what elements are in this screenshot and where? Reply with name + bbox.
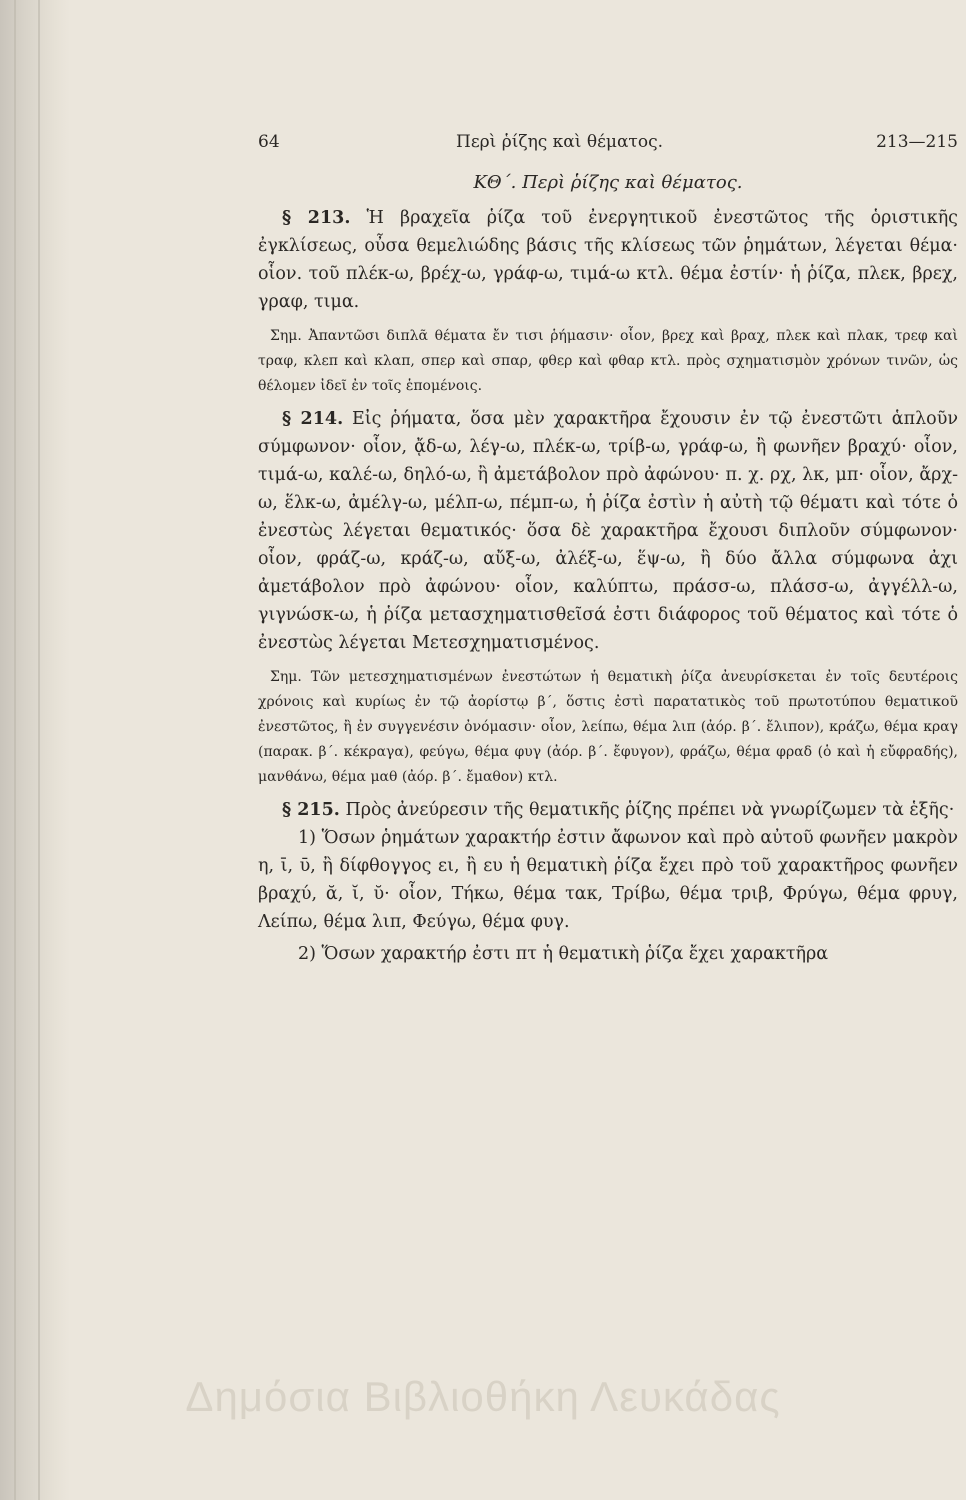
running-head-title: Περὶ ῥίζης καὶ θέματος.	[456, 132, 663, 152]
running-head	[258, 132, 958, 160]
paragraph-text: Εἰς ῥήματα, ὅσα μὲν χαρακτῆρα ἔχουσιν ἐν τῷ ἐνεστῶτι ἁπλοῦν σύμφωνον· οἷον, ᾄδ-ω, λέγ-ω, πλέκ-ω, τρίβ-ω, γράφ-ω, ἢ φωνῆεν βραχύ· οἷον, τιμά-ω, καλέ-ω, δηλό-ω, ἢ ἀμετάβολον πρὸ ἀφώνου· π. χ. ρχ, λκ, μπ· οἷον, ἄρχ-ω, ἕλκ-ω, ἀμέλγ-ω, μέλπ-ω, πέμπ-ω, ἡ ῥίζα ἐστὶν ἡ αὐτὴ τῷ θέματι καὶ τότε ὁ ἐνεστὼς λέγεται θεματικός· ὅσα δὲ χαρακτῆρα ἔχουσι διπλοῦν σύμφωνον· οἷον, φράζ-ω, κράζ-ω, αὔξ-ω, ἀλέξ-ω, ἕψ-ω, ἢ δύο ἄλλα σύμφωνα ἀχι ἀμετάβολον πρὸ ἀφώνου· οἷον, καλύπτω, πράσσ-ω, πλάσσ-ω, ἀγγέλλ-ω, γιγνώσκ-ω, ἡ ῥίζα μετασχηματισθεῖσά ἐστι διάφορος τοῦ θέματος καὶ τότε ὁ ἐνεστὼς λέγεται Μετεσχηματισμένος.	[258, 409, 958, 653]
section-214-paragraph	[258, 405, 958, 657]
note-text: Σημ. Τῶν μετεσχηματισμένων ἐνεστώτων ἡ θεματικὴ ῥίζα ἀνευρίσκεται ἐν τοῖς δευτέροις χρόνοις καὶ κυρίως ἐν τῷ ἀορίστῳ β΄, ὅστις ἐστὶ παρατατικὸς τοῦ πρωτοτύπου θεματικοῦ ἐνεστῶτος, ἢ ἐν συγγενέσιν ὀνόμασιν· οἷον, λείπω, θέμα λιπ (ἀόρ. β΄. ἔλιπον), κράζω, θέμα κραγ (παρακ. β΄. κέκραγα), φεύγω, θέμα φυγ (ἀόρ. β΄. ἔφυγον), φράζω, θέμα φραδ (ὁ καὶ ἡ εὔφραδής), μανθάνω, θέμα μαθ (ἀόρ. β΄. ἔμαθον) κτλ.	[258, 669, 958, 785]
section-213-paragraph	[258, 204, 958, 316]
item-number: 1)	[298, 828, 316, 848]
page-edge-shadow	[0, 0, 70, 1500]
page-edge-line	[38, 0, 40, 1500]
item-text: Ὅσων ῥημάτων χαρακτήρ ἐστιν ἄφωνον καὶ πρὸ αὐτοῦ φωνῆεν μακρὸν η, ῑ, ῡ, ἢ δίφθογγος ει, ἢ ευ ἡ θεματικὴ ῥίζα ἔχει πρὸ τοῦ χαρακτῆρος φωνῆεν βραχύ, ᾰ, ῐ, ῠ· οἷον, Τήκω, θέμα τακ, Τρίβω, θέμα τριβ, Φρύγω, θέμα φρυγ, Λείπω, θέμα λιπ, Φεύγω, θέμα φυγ.	[258, 828, 958, 932]
item-text: Ὅσων χαρακτήρ ἐστι πτ ἡ θεματικὴ ῥίζα ἔχει χαρακτῆρα	[321, 944, 829, 964]
section-number: § 213.	[282, 208, 351, 228]
note-text: Σημ. Ἀπαντῶσι διπλᾶ θέματα ἔν τισι ῥήμασιν· οἷον, βρεχ καὶ βραχ, πλεκ καὶ πλακ, τρεφ καὶ τραφ, κλεπ καὶ κλαπ, σπερ καὶ σπαρ, φθερ καὶ φθαρ κτλ. πρὸς σχηματισμὸν χρόνων τινῶν, ὡς θέλομεν ἰδεῖ ἐν τοῖς ἑπομένοις.	[258, 328, 958, 394]
item-number: 2)	[298, 944, 316, 964]
page-body	[258, 168, 958, 968]
page-number: 64	[258, 132, 280, 152]
list-item	[258, 824, 958, 936]
section-number: § 215.	[282, 800, 340, 820]
note-paragraph	[258, 665, 958, 790]
section-range: 213—215	[876, 132, 958, 152]
section-215-paragraph	[258, 796, 958, 824]
section-number: § 214.	[282, 409, 344, 429]
note-paragraph	[258, 324, 958, 399]
chapter-title: ΚΘ΄. Περὶ ῥίζης καὶ θέματος.	[473, 172, 743, 193]
paragraph-text: Ἡ βραχεῖα ῥίζα τοῦ ἐνεργητικοῦ ἐνεστῶτος τῆς ὁριστικῆς ἐγκλίσεως, οὖσα θεμελιώδης βάσις τῆς κλίσεως τῶν ῥημάτων, λέγεται θέμα· οἷον. τοῦ πλέκ-ω, βρέχ-ω, γράφ-ω, τιμά-ω κτλ. θέμα ἐστίν· ἡ ῥίζα, πλεκ, βρεχ, γραφ, τιμα.	[258, 208, 958, 312]
paragraph-text: Πρὸς ἀνεύρεσιν τῆς θεματικῆς ῥίζης πρέπει νὰ γνωρίζωμεν τὰ ἑξῆς·	[345, 800, 955, 820]
page-edge-line	[14, 0, 16, 1500]
library-watermark: Δημόσια Βιβλιοθήκη Λευκάδας	[185, 1373, 781, 1420]
list-item	[258, 940, 958, 968]
